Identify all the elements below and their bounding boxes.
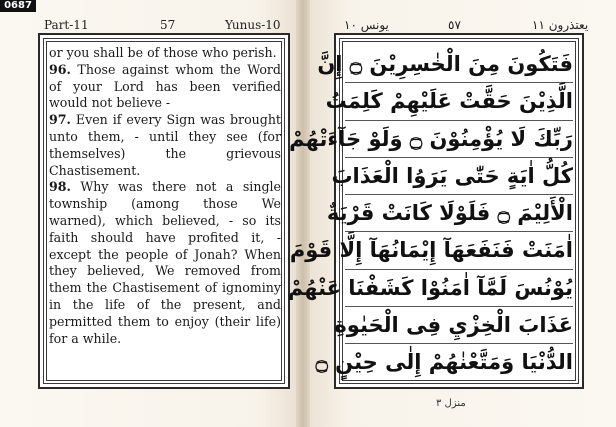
arabic-line: كُلُّ اٰيَةٍ حَتّٰى يَرَوُا الْعَذَابَ <box>345 158 573 195</box>
arabic-line: الْأَلِيْمَ ۝ فَلَوْلَا كَانَتْ قَرْيَةٌ <box>345 195 573 232</box>
book-gutter <box>296 0 310 427</box>
arabic-line: الدُّنْيَا وَمَتَّعْنٰهُمْ إِلٰى حِيْنٍ ۝ <box>315 350 573 375</box>
right-header-part: يعتذرون ١١ <box>532 18 589 32</box>
right-header-surah: يونس ١٠ <box>344 18 389 32</box>
arabic-line: الَّذِيْنَ حَقَّتْ عَلَيْهِمْ كَلِمَتُ <box>345 83 573 120</box>
right-header-page-number: ٥٧ <box>448 18 461 32</box>
arabic-text <box>287 46 573 382</box>
paragraph-continuation: or you shall be of those who perish. <box>49 45 277 60</box>
right-footer-manzil: منزل ٣ <box>436 398 466 409</box>
paragraph-verse-97: 97. Even if every Sign was brought unto them, - until they see (for themselves) the grievous Chastisement. <box>49 112 281 178</box>
paragraph-verse-98: 98. Why was there not a single township (among those We warned), which believed, - so its faith should have profited it, - except the people of Jonah? When they believed, We removed from them the Chastisement of ignominy in the life of the present, and permitted them to enjoy (their life) for a while. <box>49 179 281 346</box>
left-header-surah: Yunus-10 <box>225 18 281 32</box>
arabic-line: رَبِّكَ لَا يُؤْمِنُوْنَ ۝ وَلَوْ جَآءَتْهُمْ <box>345 121 573 158</box>
translation-text <box>49 45 281 347</box>
left-header-part: Part-11 <box>44 18 89 32</box>
paragraph-verse-96: 96. Those against whom the Word of your Lord has been verified would not believe - <box>49 61 281 111</box>
arabic-line: فَتَكُونَ مِنَ الْخٰسِرِيْنَ ۝ إِنَّ <box>345 46 573 83</box>
arabic-line: عَذَابَ الْخِزْيِ فِى الْحَيٰوةِ <box>345 307 573 344</box>
left-header-page-number: 57 <box>160 18 176 32</box>
arabic-line: اٰمَنَتْ فَنَفَعَهَآ إِيْمَانُهَآ إِلَّا قَوْمَ <box>345 232 573 269</box>
arabic-line: يُوْنُسَ لَمَّآ اٰمَنُوْا كَشَفْنَا عَنْهُمْ <box>345 270 573 307</box>
image-tag: 0687 <box>0 0 36 12</box>
